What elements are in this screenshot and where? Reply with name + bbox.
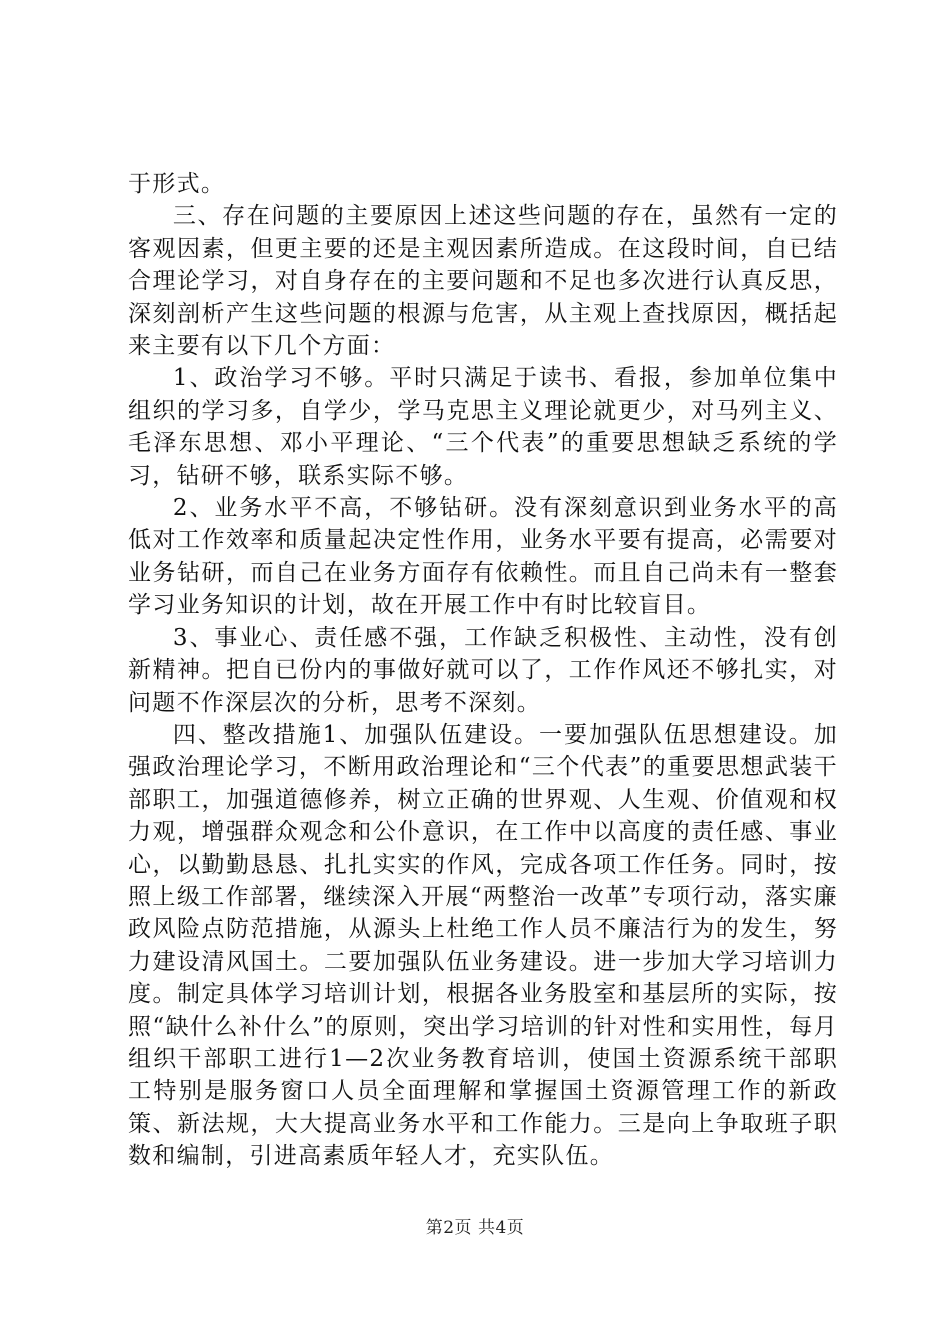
document-body: [128, 168, 838, 1173]
paragraph-continuation: 于形式。: [128, 171, 226, 197]
paragraph-cause-2-business-level: 2、业务水平不高，不够钻研。没有深刻意识到业务水平的高低对工作效率和质量起决定性作用，业务水平要有提高，必需要对业务钻研，而自己在业务方面存有依赖性。而且自己尚未有一整套学习业务知识的计划，故在开展工作中有时比较盲目。: [128, 495, 838, 619]
paragraph-cause-3-responsibility: 3、事业心、责任感不强，工作缺乏积极性、主动性，没有创新精神。把自已份内的事做好就可以了，工作作风还不够扎实，对问题不作深层次的分析，思考不深刻。: [128, 624, 838, 716]
paragraph-section-4-measures: 四、整改措施1、加强队伍建设。一要加强队伍思想建设。加强政治理论学习，不断用政治理论和“三个代表”的重要思想武装干部职工，加强道德修养，树立正确的世界观、人生观、价值观和权力观，增强群众观念和公仆意识，在工作中以高度的责任感、事业心，以勤勤恳恳、扎扎实实的作风，完成各项工作任务。同时，按照上级工作部署，继续深入开展“两整治一改革”专项行动，落实廉政风险点防范措施，从源头上杜绝工作人员不廉洁行为的发生，努力建设清风国土。二要加强队伍业务建设。进一步加大学习培训力度。制定具体学习培训计划，根据各业务股室和基层所的实际，按照“缺什么补什么”的原则，突出学习培训的针对性和实用性，每月组织干部职工进行1—2次业务教育培训，使国土资源系统干部职工特别是服务窗口人员全面理解和掌握国土资源管理工作的新政策、新法规，大大提高业务水平和工作能力。三是向上争取班子职数和编制，引进高素质年轻人才，充实队伍。: [128, 721, 838, 1170]
page-number-footer: 第2页 共4页: [425, 1218, 525, 1238]
paragraph-section-3-causes: 三、存在问题的主要原因上述这些问题的存在，虽然有一定的客观因素，但更主要的还是主观因素所造成。在这段时间，自已结合理论学习，对自身存在的主要问题和不足也多次进行认真反思，深刻剖析产生这些问题的根源与危害，从主观上查找原因，概括起来主要有以下几个方面：: [128, 203, 838, 360]
paragraph-cause-1-political-study: 1、政治学习不够。平时只满足于读书、看报，参加单位集中组织的学习多，自学少，学马克思主义理论就更少，对马列主义、毛泽东思想、邓小平理论、“三个代表”的重要思想缺乏系统的学习，钻研不够，联系实际不够。: [128, 365, 838, 489]
